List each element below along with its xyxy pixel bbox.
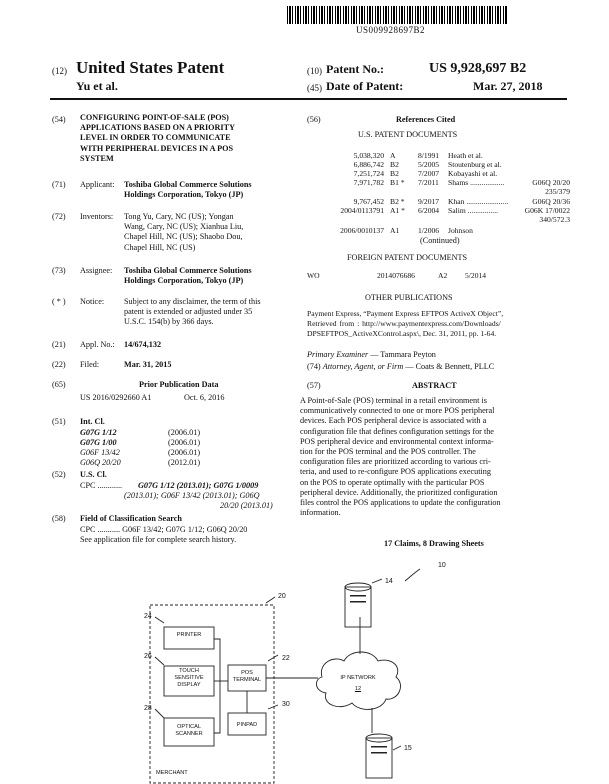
ip-network-label: IP NETWORK: [340, 675, 376, 681]
ref-number: 7,971,782: [353, 178, 384, 187]
ref-number: 5,038,320: [353, 151, 384, 160]
ref-date: 8/1991: [418, 151, 440, 160]
optical-scanner-line: SCANNER: [175, 731, 203, 737]
code-12: (12): [52, 66, 67, 76]
server-icon: [366, 738, 392, 778]
inventors-label: Inventors:: [80, 212, 114, 221]
abstract-line: communicatively connected to one or more POS peripheral: [300, 406, 495, 416]
refs-code: (56): [307, 115, 321, 124]
intcl-class: G06F 13/42: [80, 448, 120, 457]
ref-class: G06Q 20/36: [532, 197, 570, 206]
cpc-line: (2013.01); G06F 13/42 (2013.01); G06Q: [124, 491, 260, 500]
ref-kind: A1: [390, 226, 400, 235]
server-detail: [371, 746, 387, 748]
merchant-label: MERCHANT: [156, 770, 188, 776]
title-line: CONFIGURING POINT-OF-SALE (POS): [80, 113, 229, 122]
ref-number: 2006/0010137: [340, 226, 384, 235]
touch-display-line: TOUCH: [179, 668, 199, 674]
abstract-heading: ABSTRACT: [412, 381, 457, 390]
intcl-heading: Int. Cl.: [80, 417, 105, 426]
header-rule: [50, 98, 567, 100]
notice: [124, 297, 261, 328]
ref-name: Khan ......................: [448, 197, 509, 206]
references-heading: References Cited: [396, 115, 456, 124]
inventors-line: Tong Yu, Cary, NC (US); Yongan: [124, 212, 234, 221]
intcl-class: G06Q 20/20: [80, 458, 121, 467]
abstract-line: devices. Each POS peripheral device is associated with a: [300, 416, 487, 426]
other-publication: [307, 309, 563, 339]
uscl-heading: U.S. Cl.: [80, 470, 107, 479]
ref-label: 10: [438, 562, 446, 569]
abstract-line: A Point-of-Sale (POS) terminal in a retail environment is: [300, 396, 487, 405]
lead-line: [393, 746, 401, 750]
examiner-label: Primary Examiner: [307, 350, 369, 359]
ref-name: Heath et al.: [448, 151, 483, 160]
intcl-class: G07G 1/00: [80, 438, 117, 447]
notice-code: ( * ): [52, 297, 66, 306]
ref-class: G06K 17/0022: [524, 206, 570, 215]
ref-label: 14: [385, 578, 393, 585]
intcl-class: G07G 1/12: [80, 428, 117, 437]
claims-sheets: 17 Claims, 8 Drawing Sheets: [384, 539, 484, 548]
ref-label: 30: [282, 701, 290, 708]
title-line: APPLICATIONS BASED ON A PRIORITY: [80, 123, 235, 133]
pos-terminal-line: POS: [241, 670, 253, 676]
attorney-name: — Coats & Bennett, PLLC: [403, 362, 495, 371]
appl-label: Appl. No.:: [80, 340, 115, 349]
pos-terminal-label: [228, 670, 266, 684]
lead-line: [155, 709, 164, 718]
ref-name: Johnson: [448, 226, 473, 235]
foreign-kind: A2: [438, 271, 448, 280]
filed-code: (22): [52, 360, 66, 369]
prior-publication-date: Oct. 6, 2016: [184, 393, 225, 402]
examiner-name: — Tammara Peyton: [368, 350, 436, 359]
notice-line: Subject to any disclaimer, the term of this: [124, 297, 261, 306]
continued-note: (Continued): [420, 236, 460, 245]
intcl-code: (51): [52, 417, 66, 426]
pos-terminal-line: TERMINAL: [232, 677, 262, 683]
foreign-date: 5/2014: [465, 271, 487, 280]
intcl-version: (2006.01): [168, 448, 201, 457]
optical-scanner-label: [164, 724, 214, 738]
other-publications-heading: OTHER PUBLICATIONS: [365, 293, 453, 302]
abstract-line: on the POS to operate optimally with the particular POS: [300, 477, 485, 487]
lead-line: [268, 705, 278, 709]
primary-examiner: [307, 350, 436, 360]
inventors-code: (72): [52, 212, 66, 221]
assignee-label: Assignee:: [80, 266, 113, 275]
ref-label: 28: [144, 705, 152, 712]
touch-display-line: SENSITIVE: [174, 675, 204, 681]
code-45: (45): [307, 83, 322, 93]
assignee-line: Toshiba Global Commerce Solutions: [124, 266, 252, 275]
ref-kind: B2 *: [390, 197, 405, 206]
prior-publication-heading: Prior Publication Data: [139, 380, 219, 389]
title-code: (54): [52, 115, 66, 124]
lead-line: [372, 579, 382, 583]
abstract-line: information.: [300, 508, 341, 518]
other-publication-line: Retrieved from : http://www.paymentexpress.com/Downloads/: [307, 319, 501, 328]
server-detail: [371, 752, 387, 754]
inventors: [124, 212, 243, 253]
application-number: 14/674,132: [124, 340, 162, 349]
notice-line: patent is extended or adjusted under 35: [124, 307, 253, 317]
attorney-code: (74): [307, 362, 321, 371]
peripheral-bus: [214, 639, 220, 733]
ref-kind: A: [390, 151, 396, 160]
abstract-line: POS peripheral device and environmental context informa-: [300, 436, 494, 446]
abstract-line: files control the POS applications to update the configuration: [300, 498, 501, 508]
ref-date: 1/2006: [418, 226, 440, 235]
field-note: See application file for complete search history.: [80, 535, 237, 544]
ref-kind: B1 *: [390, 178, 405, 187]
optical-scanner-line: OPTICAL: [177, 724, 201, 730]
ref-class: 235/379: [545, 187, 570, 196]
intcl-version: (2012.01): [168, 458, 201, 467]
abstract-code: (57): [307, 381, 321, 390]
touch-display-line: DISPLAY: [177, 682, 201, 688]
inventors-line: Chapel Hill, NC (US); Shaobo Dou,: [124, 232, 243, 242]
ref-date: 6/2004: [418, 206, 440, 215]
barcode-number: US009928697B2: [356, 25, 426, 35]
ref-kind: B2: [390, 160, 399, 169]
abstract-line: tion for the POS terminal and the POS controller. The: [300, 447, 476, 457]
inventors-line: Chapel Hill, NC (US): [124, 242, 196, 252]
authors: Yu et al.: [76, 79, 118, 93]
server-detail: [350, 595, 366, 597]
assignee-code: (73): [52, 266, 66, 275]
prior-publication-number: US 2016/0292660 A1: [80, 393, 152, 402]
field-heading: Field of Classification Search: [80, 514, 182, 523]
attorney-line: [307, 362, 494, 372]
date-of-patent-label: Date of Patent:: [326, 79, 404, 93]
other-publication-line: DPSEFTPOS_ActiveXControl.aspx\, Dec. 31, 2011, pp. 1-64.: [307, 329, 497, 338]
filed-label: Filed:: [80, 360, 100, 369]
patent-number: US 9,928,697 B2: [429, 61, 527, 76]
document-type: United States Patent: [76, 58, 225, 77]
lead-line: [155, 657, 164, 665]
ref-name: Shams ..................: [448, 178, 505, 187]
assignee: [124, 266, 252, 286]
lead-line: [155, 617, 164, 623]
ref-kind: A1 *: [390, 206, 405, 215]
filed-date: Mar. 31, 2015: [124, 360, 172, 369]
appl-code: (21): [52, 340, 66, 349]
barcode: [287, 6, 507, 24]
notice-line: U.S.C. 154(b) by 366 days.: [124, 317, 214, 327]
ref-class: 340/572.3: [539, 215, 570, 224]
attorney-label: Attorney, Agent, or Firm: [322, 362, 404, 371]
cpc-label: CPC ............: [80, 481, 123, 490]
ref-number: 6,886,742: [353, 160, 384, 169]
intcl-version: (2006.01): [168, 438, 201, 447]
us-docs-heading: U.S. PATENT DOCUMENTS: [358, 130, 458, 139]
assignee-line: Holdings Corporation, Tokyo (JP): [124, 276, 244, 286]
intcl-version: (2006.01): [168, 428, 201, 437]
cpc-line: G07G 1/12 (2013.01); G07G 1/0009: [138, 481, 259, 490]
ref-number: 2004/0113791: [340, 206, 384, 215]
applicant-code: (71): [52, 180, 66, 189]
abstract-line: peripheral device. Additionally, the prioritized configuration: [300, 487, 498, 497]
title-line: SYSTEM: [80, 153, 114, 163]
ref-date: 5/2005: [418, 160, 440, 169]
abstract-line: configuration files are prioritized according to various cri-: [300, 457, 491, 467]
title-line: WITH PERIPHERAL DEVICES IN A POS: [80, 143, 234, 153]
ref-name: Stoutenburg et al.: [448, 160, 502, 169]
ref-number: 9,767,452: [353, 197, 384, 206]
lead-line: [405, 569, 420, 581]
foreign-docs-heading: FOREIGN PATENT DOCUMENTS: [347, 253, 468, 262]
uscl-code: (52): [52, 470, 66, 479]
lead-line: [266, 597, 275, 603]
ref-name: Kobayashi et al.: [448, 169, 498, 178]
foreign-number: 2014076686: [377, 271, 415, 280]
applicant-line: Holdings Corporation, Tokyo (JP): [124, 190, 244, 200]
date-of-patent: Mar. 27, 2018: [473, 79, 543, 93]
abstract-text: [300, 396, 560, 518]
code-10: (10): [307, 66, 322, 76]
invention-title: [80, 113, 290, 164]
server-icon: [345, 587, 371, 627]
representative-drawing: [0, 555, 609, 784]
lead-line: [268, 655, 278, 661]
ref-class: G06Q 20/20: [532, 178, 570, 187]
printer-label: PRINTER: [176, 632, 202, 638]
notice-label: Notice:: [80, 297, 105, 306]
inventors-line: Wang, Cary, NC (US); Xianhua Liu,: [124, 222, 244, 232]
ref-label: 20: [278, 593, 286, 600]
touch-display-label: [164, 668, 214, 689]
ref-date: 7/2011: [418, 178, 439, 187]
ref-label: 22: [282, 655, 290, 662]
ref-name: Salim ................: [448, 206, 498, 215]
applicant-label: Applicant:: [80, 180, 115, 189]
ref-date: 9/2017: [418, 197, 440, 206]
foreign-country: WO: [307, 271, 320, 280]
ip-network-ref: 12: [354, 686, 362, 692]
abstract-line: configuration file that defines configuration settings for the: [300, 426, 494, 436]
prior-code: (65): [52, 380, 66, 389]
applicant: [124, 180, 252, 200]
field-code: (58): [52, 514, 66, 523]
title-line: LEVEL IN ORDER TO COMMUNICATE: [80, 133, 231, 143]
field-cpc: CPC ........... G06F 13/42; G07G 1/12; G06Q 20/20: [80, 525, 248, 534]
server-detail: [350, 601, 366, 603]
ref-label: 24: [144, 613, 152, 620]
patent-no-label: Patent No.:: [326, 62, 384, 76]
other-publication-line: Payment Express, “Payment Express EFTPOS ActiveX Object”,: [307, 309, 504, 318]
ref-kind: B2: [390, 169, 399, 178]
ref-number: 7,251,724: [353, 169, 384, 178]
abstract-line: teria, and used to re-configure POS applications executing: [300, 467, 491, 477]
ref-date: 7/2007: [418, 169, 440, 178]
pinpad-label: PINPAD: [236, 722, 258, 728]
ref-label: 15: [404, 745, 412, 752]
applicant-line: Toshiba Global Commerce Solutions: [124, 180, 252, 189]
cpc-line: 20/20 (2013.01): [220, 501, 273, 510]
ref-label: 26: [144, 653, 152, 660]
